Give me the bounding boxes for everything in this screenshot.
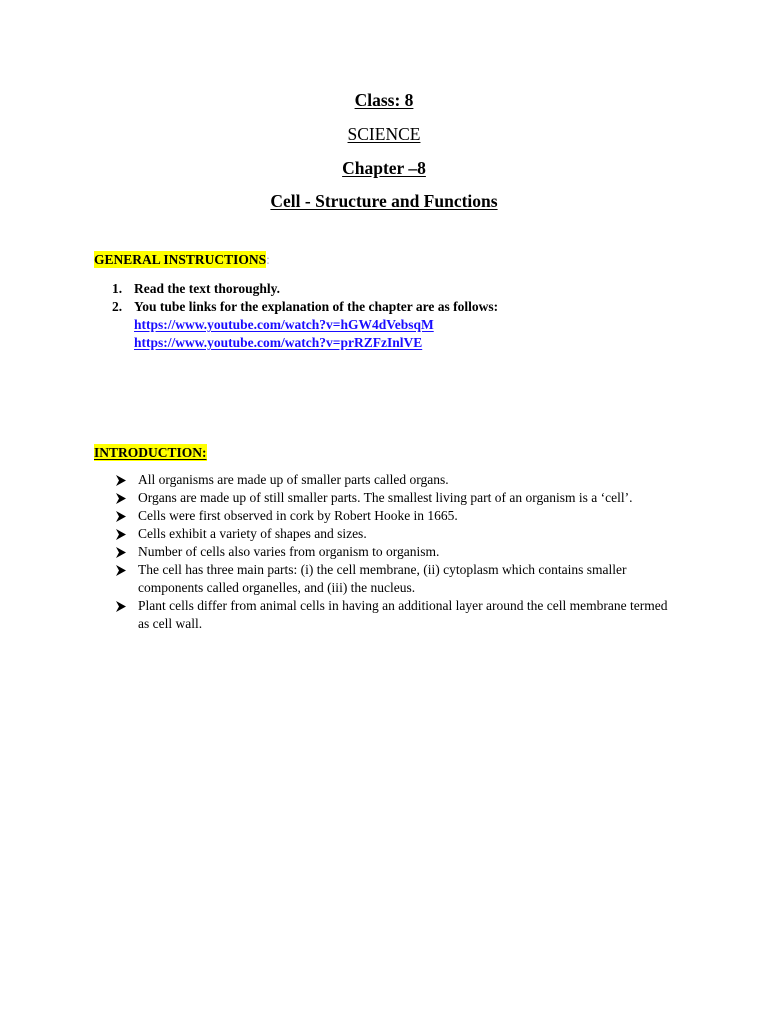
chapter-number: Chapter –8: [342, 158, 426, 178]
introduction-point-text: Cells exhibit a variety of shapes and sizes.: [138, 526, 367, 541]
class-title: Class: 8: [354, 90, 414, 110]
introduction-point-text: Number of cells also varies from organism to organism.: [138, 544, 440, 559]
arrowhead-bullet-icon: [116, 489, 138, 507]
introduction-list: [116, 471, 676, 633]
general-instructions-heading: [94, 251, 270, 268]
subject-title: SCIENCE: [347, 124, 421, 144]
introduction-point-text: All organisms are made up of smaller parts called organs.: [138, 472, 449, 487]
introduction-point: [116, 561, 676, 597]
instruction-text: You tube links for the explanation of the chapter are as follows:: [134, 299, 499, 314]
arrowhead-bullet-icon: [116, 597, 138, 615]
introduction-point-text: The cell has three main parts: (i) the cell membrane, (ii) cytoplasm which contains smaller components called organelles, and (iii) the nucleus.: [138, 562, 627, 595]
introduction-point: [116, 507, 676, 525]
introduction-point: [116, 543, 676, 561]
instruction-text: Read the text thoroughly.: [134, 281, 281, 296]
instruction-number: 2.: [112, 299, 123, 314]
introduction-label: INTRODUCTION:: [94, 445, 207, 460]
introduction-point: [116, 471, 676, 489]
instruction-item: [112, 298, 498, 316]
arrowhead-bullet-icon: [116, 543, 138, 561]
introduction-point: [116, 525, 676, 543]
introduction-point-text: Cells were first observed in cork by Robert Hooke in 1665.: [138, 508, 458, 523]
introduction-heading: [94, 444, 207, 461]
introduction-point-text: Organs are made up of still smaller parts. The smallest living part of an organism is a ‘cell’.: [138, 490, 633, 505]
instructions-list: [112, 280, 498, 352]
youtube-link-2[interactable]: https://www.youtube.com/watch?v=prRZFzInlVE: [134, 335, 423, 350]
instruction-number: 1.: [112, 281, 123, 296]
arrowhead-bullet-icon: [116, 525, 138, 543]
introduction-point: [116, 597, 676, 633]
arrowhead-bullet-icon: [116, 507, 138, 525]
general-instructions-colon: :: [266, 252, 270, 267]
arrowhead-bullet-icon: [116, 471, 138, 489]
youtube-link-1[interactable]: https://www.youtube.com/watch?v=hGW4dVebsqM: [134, 317, 434, 332]
chapter-title: Cell - Structure and Functions: [270, 191, 498, 211]
general-instructions-label: GENERAL INSTRUCTIONS: [94, 252, 267, 267]
introduction-point: [116, 489, 676, 507]
arrowhead-bullet-icon: [116, 561, 138, 579]
instruction-item: [112, 280, 498, 298]
introduction-point-text: Plant cells differ from animal cells in having an additional layer around the cell membrane termed as cell wall.: [138, 598, 668, 631]
